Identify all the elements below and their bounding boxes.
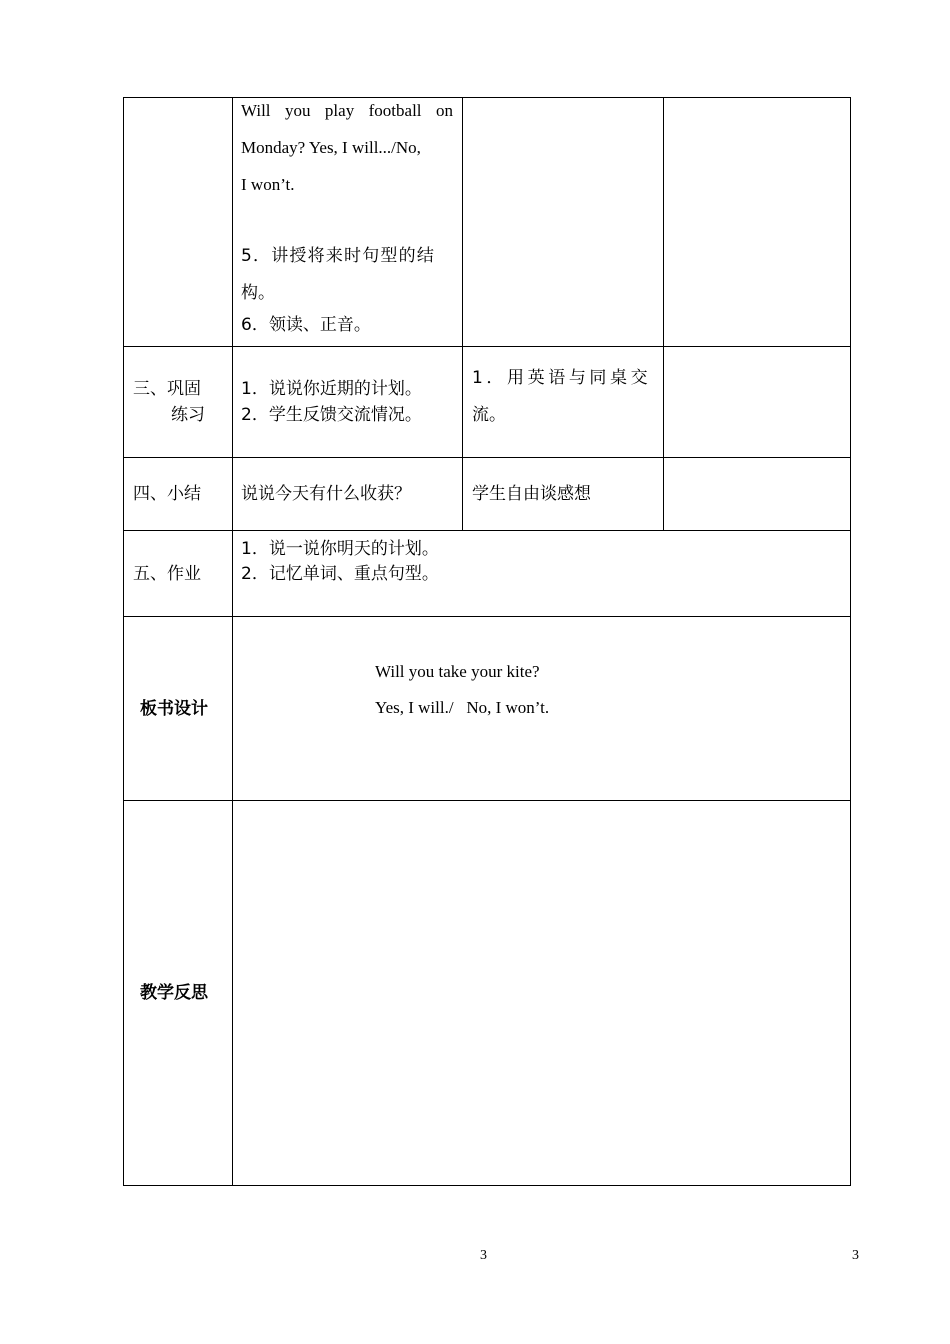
row1-item5-line1: 5．讲授将来时句型的结 xyxy=(241,246,436,266)
row1-line-1 xyxy=(241,92,453,129)
row1-teacher-activity xyxy=(241,92,453,203)
row1-item6: 6．领读、正音。 xyxy=(241,315,371,335)
row1-line-3: I won’t. xyxy=(241,175,295,194)
row1-line-2: Monday? Yes, I will.../No, xyxy=(241,138,421,157)
row2-student-line2: 流。 xyxy=(472,405,506,425)
row4-line2: 2．记忆单词、重点句型。 xyxy=(241,564,439,584)
row2-student-line1: 1．用英语与同桌交 xyxy=(472,368,652,388)
row1-line-1-word: on xyxy=(435,101,453,120)
row3-student: 学生自由谈感想 xyxy=(472,484,591,504)
row2-activity-line2: 2．学生反馈交流情况。 xyxy=(241,405,422,425)
row5-label: 板书设计 xyxy=(140,699,208,719)
row1-line-1-word: you xyxy=(284,101,311,120)
row1-line-1-word: Will xyxy=(241,101,271,120)
row1-line-1-word: football xyxy=(368,101,422,120)
row3-activity: 说说今天有什么收获？ xyxy=(241,484,411,504)
row6-label: 教学反思 xyxy=(140,983,208,1003)
page-number-center: 3 xyxy=(480,1248,487,1263)
row2-label-line1: 三、巩固 xyxy=(133,379,201,399)
page-number-right: 3 xyxy=(852,1248,859,1263)
board-design-line1: Will you take your kite? xyxy=(375,662,540,681)
row1-line-1-word: play xyxy=(324,101,355,120)
row1-item5-line2: 构。 xyxy=(241,283,275,303)
row3-label: 四、小结 xyxy=(133,484,201,504)
row2-activity-line1: 1．说说你近期的计划。 xyxy=(241,379,422,399)
row4-line1: 1．说一说你明天的计划。 xyxy=(241,539,439,559)
row1-item5 xyxy=(241,238,435,312)
row4-label: 五、作业 xyxy=(133,564,201,584)
board-design-line2: Yes, I will./ No, I won’t. xyxy=(375,698,550,717)
row2-label-line2: 练习 xyxy=(171,405,205,425)
